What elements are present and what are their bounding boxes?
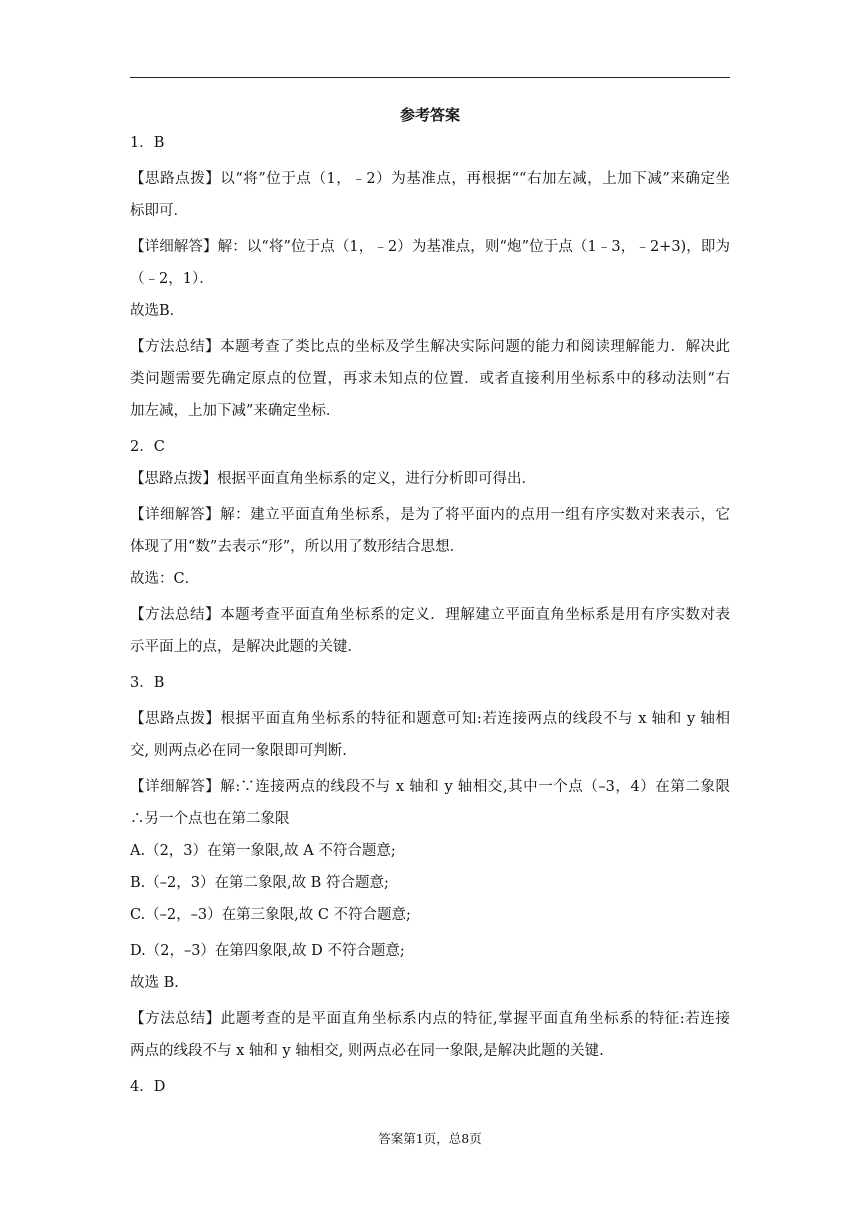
text-line: 体现了用“数”去表示“形”，所以用了数形结合思想． (130, 539, 465, 555)
page-title: 参考答案 (399, 106, 460, 124)
text-line: 加左减，上加下减”来确定坐标． (130, 403, 341, 419)
text-line: 1．B (130, 135, 165, 151)
text-line: ∴另一个点也在第二象限 (130, 811, 290, 827)
text-line: 【思路点拨】以“将”位于点（1，﹣2）为基准点，再根据““右加左减，上加下减”来确定坐 (130, 171, 730, 187)
text-line: 两点的线段不与 x 轴和 y 轴相交, 则两点必在同一象限,是解决此题的关键. (130, 1043, 604, 1059)
page-footer: 答案第1页，总8页 (378, 1131, 482, 1146)
text-line: 标即可． (130, 203, 188, 219)
text-line: 类问题需要先确定原点的位置，再求未知点的位置．或者直接利用坐标系中的移动法则“右 (130, 371, 730, 387)
text-line: 【详细解答】解：建立平面直角坐标系，是为了将平面内的点用一组有序实数对来表示，它 (130, 507, 730, 523)
text-line: 示平面上的点，是解决此题的关键． (130, 639, 362, 655)
text-line: 3．B (130, 675, 165, 691)
text-line: 交, 则两点必在同一象限即可判断. (130, 743, 347, 759)
text-line: 【方法总结】本题考查平面直角坐标系的定义．理解建立平面直角坐标系是用有序实数对表 (130, 607, 730, 623)
text-line: 【方法总结】本题考查了类比点的坐标及学生解决实际问题的能力和阅读理解能力．解决此 (130, 339, 730, 355)
text-line: 2．C (130, 439, 165, 455)
text-line: 【思路点拨】根据平面直角坐标系的定义，进行分析即可得出． (130, 471, 536, 487)
text-line: 故选B． (130, 303, 185, 319)
text-line: 【思路点拨】根据平面直角坐标系的特征和题意可知:若连接两点的线段不与 x 轴和 y 轴相 (130, 711, 730, 727)
text-line: 【方法总结】此题考查的是平面直角坐标系内点的特征,掌握平面直角坐标系的特征:若连接 (130, 1011, 730, 1027)
text-line: C.（–2，–3）在第三象限,故 C 不符合题意; (130, 907, 411, 923)
text-line: 【详细解答】解：以“将”位于点（1，﹣2）为基准点，则“炮”位于点（1﹣3，﹣2+3)，即为 (130, 239, 730, 255)
text-line: A.（2，3）在第一象限,故 A 不符合题意; (130, 843, 396, 859)
text-line: B.（–2，3）在第二象限,故 B 符合题意; (130, 875, 389, 891)
text-line: 故选：C． (130, 571, 200, 587)
text-line: 4．D (130, 1079, 166, 1095)
text-line: （﹣2，1）． (130, 271, 214, 287)
text-line: D.（2，–3）在第四象限,故 D 不符合题意; (130, 943, 405, 959)
text-line: 故选 B. (130, 975, 179, 991)
text-line: 【详细解答】解:∵连接两点的线段不与 x 轴和 y 轴相交,其中一个点（–3，4）在第二象限 (130, 779, 730, 795)
header-rule (130, 77, 730, 78)
